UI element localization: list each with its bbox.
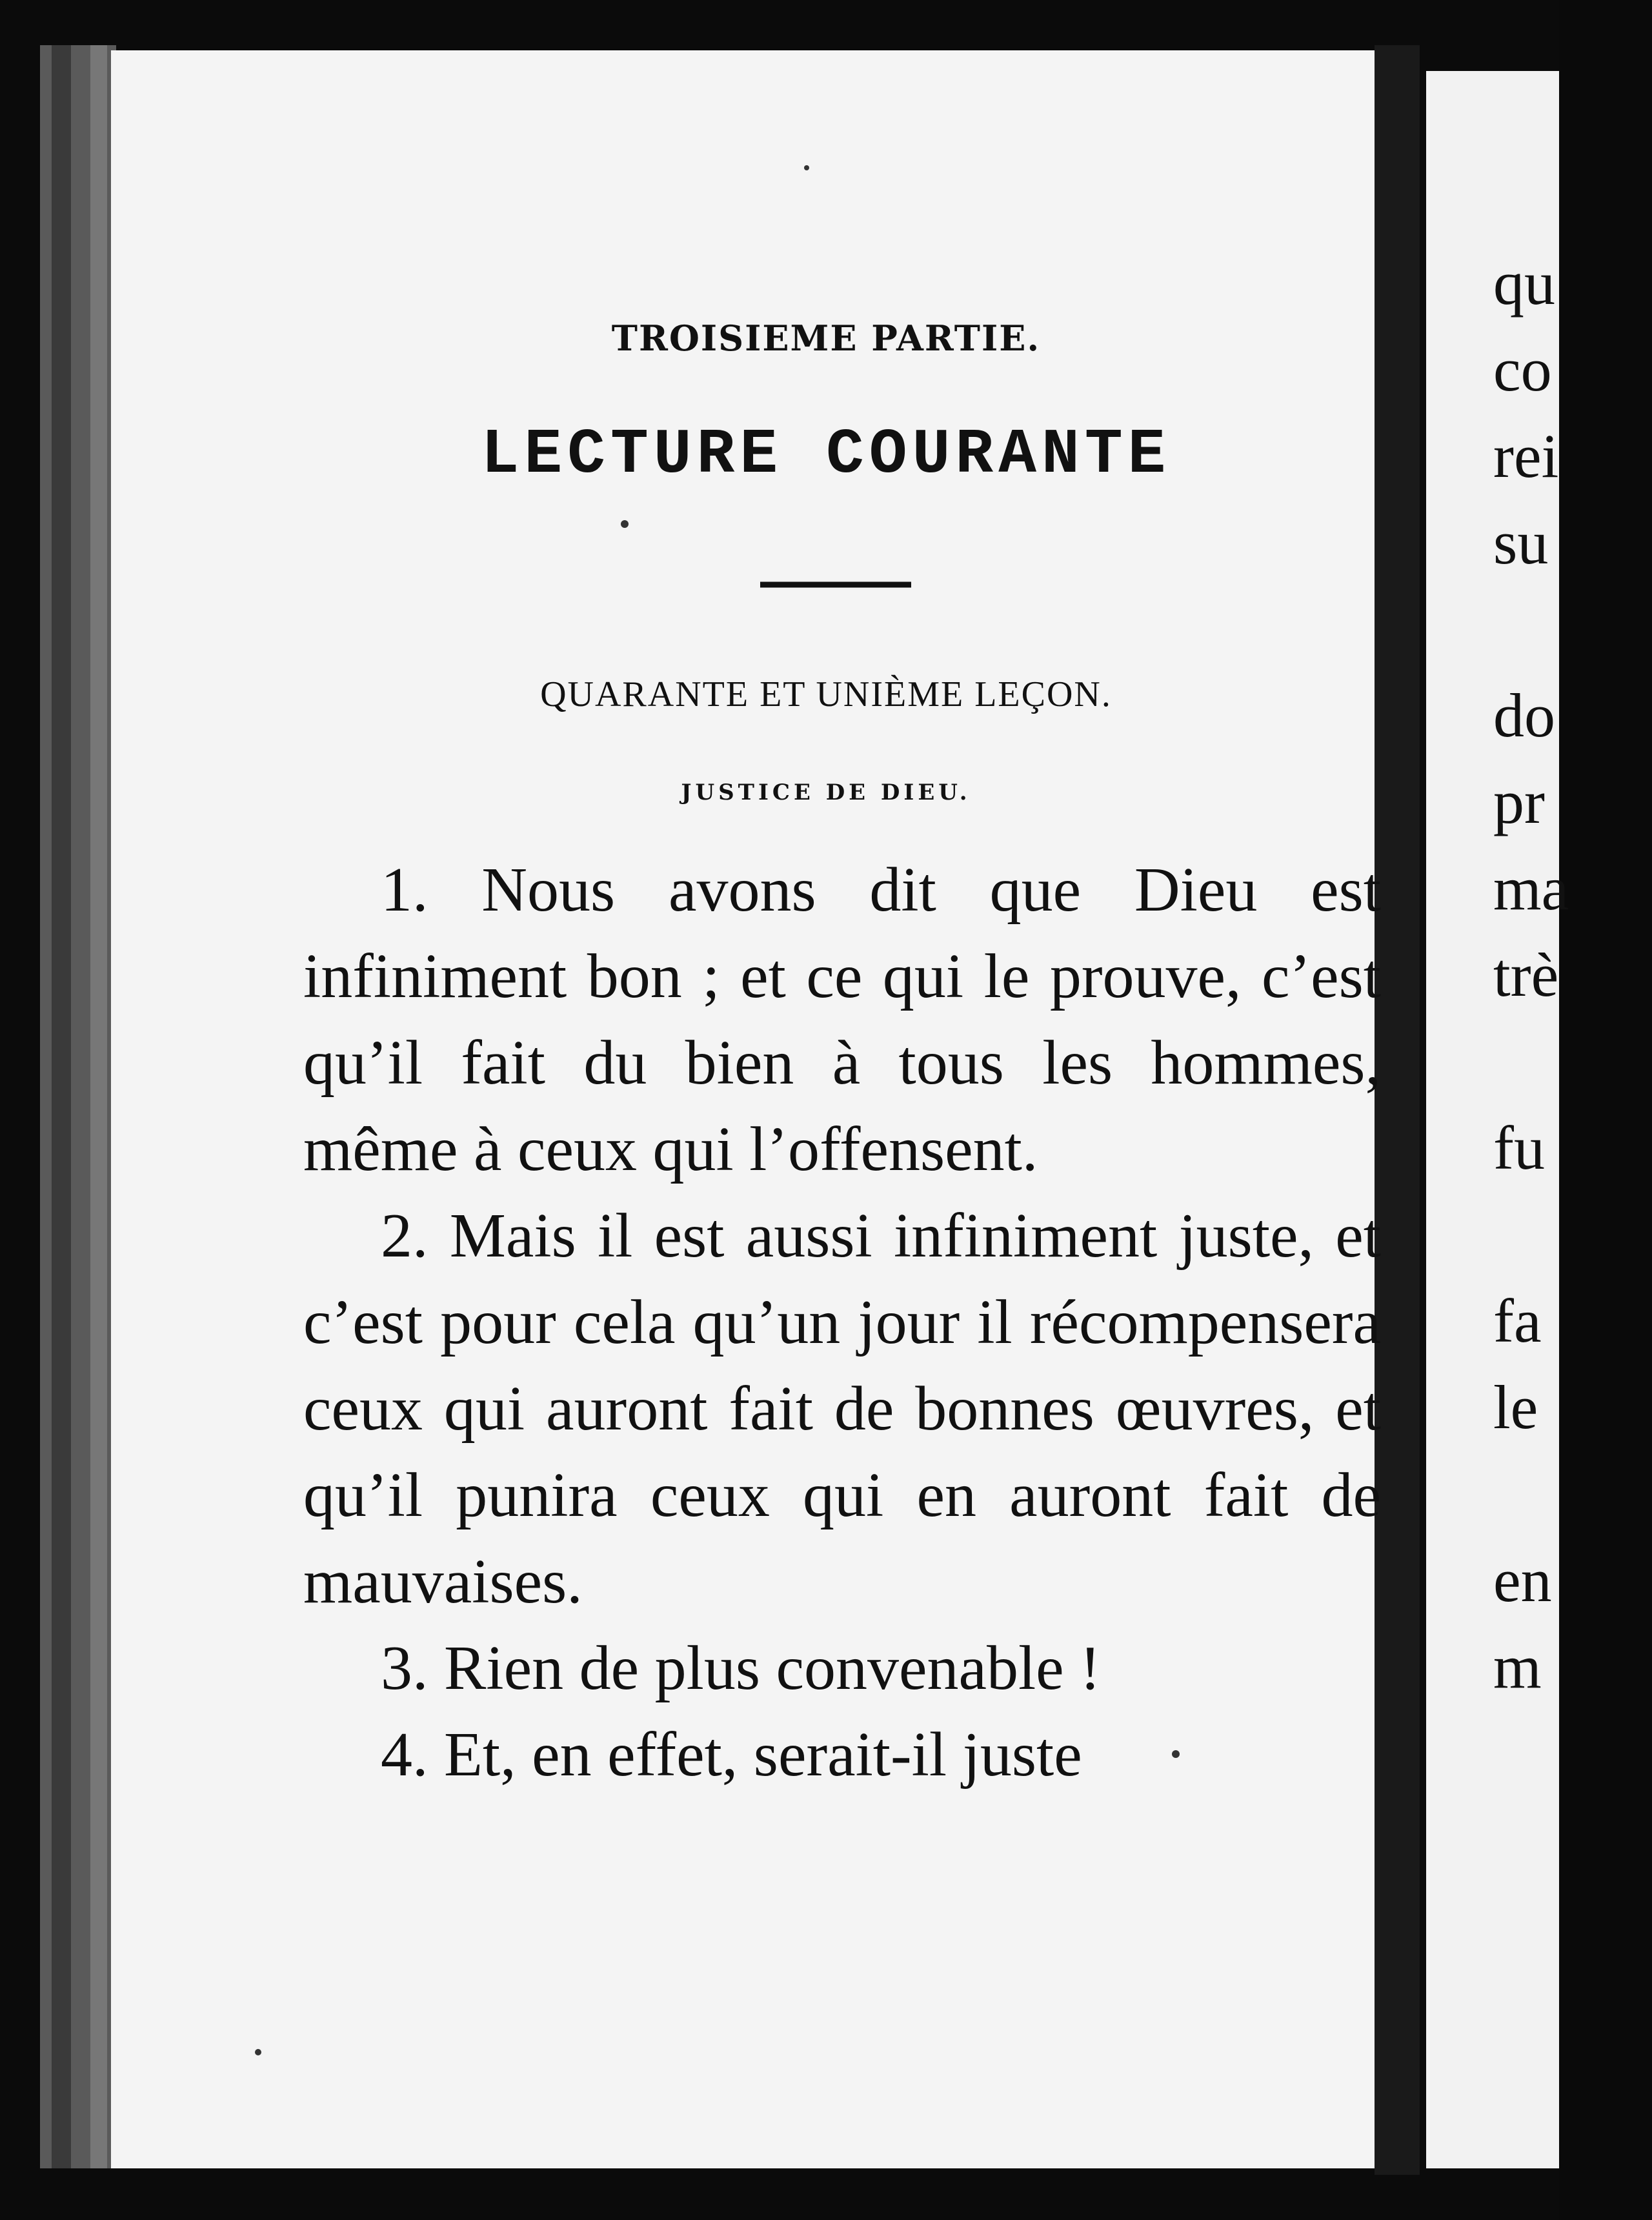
- paragraph-1: 1. Nous avons dit que Dieu est infiniment bon ; et ce qui le prouve, c’est qu’il fait du bien à tous les hommes, même à ceux qui l’offensent.: [303, 855, 1381, 1184]
- lesson-body: [303, 847, 1381, 1798]
- lesson-title: QUARANTE ET UNIÈME LEÇON.: [540, 674, 1112, 714]
- right-page-fragment: qu co rei su do pr ma trè fu fa le en m: [1493, 248, 1569, 1701]
- part-title: TROISIEME PARTIE.: [611, 318, 1041, 359]
- paragraph-4: 4. Et, en effet, serait-il juste: [381, 1720, 1082, 1790]
- paragraph-3: 3. Rien de plus convenable !: [381, 1633, 1101, 1703]
- paragraph-2: 2. Mais il est aussi infiniment juste, et c’est pour cela qu’un jour il récompensera ceux qui auront fait de bonnes œuvres, et qu’il punira ceux qui en auront fait de mauvaises.: [303, 1201, 1381, 1617]
- lesson-subtitle: JUSTICE DE DIEU.: [681, 780, 971, 805]
- section-title: LECTURE COURANTE: [481, 419, 1171, 491]
